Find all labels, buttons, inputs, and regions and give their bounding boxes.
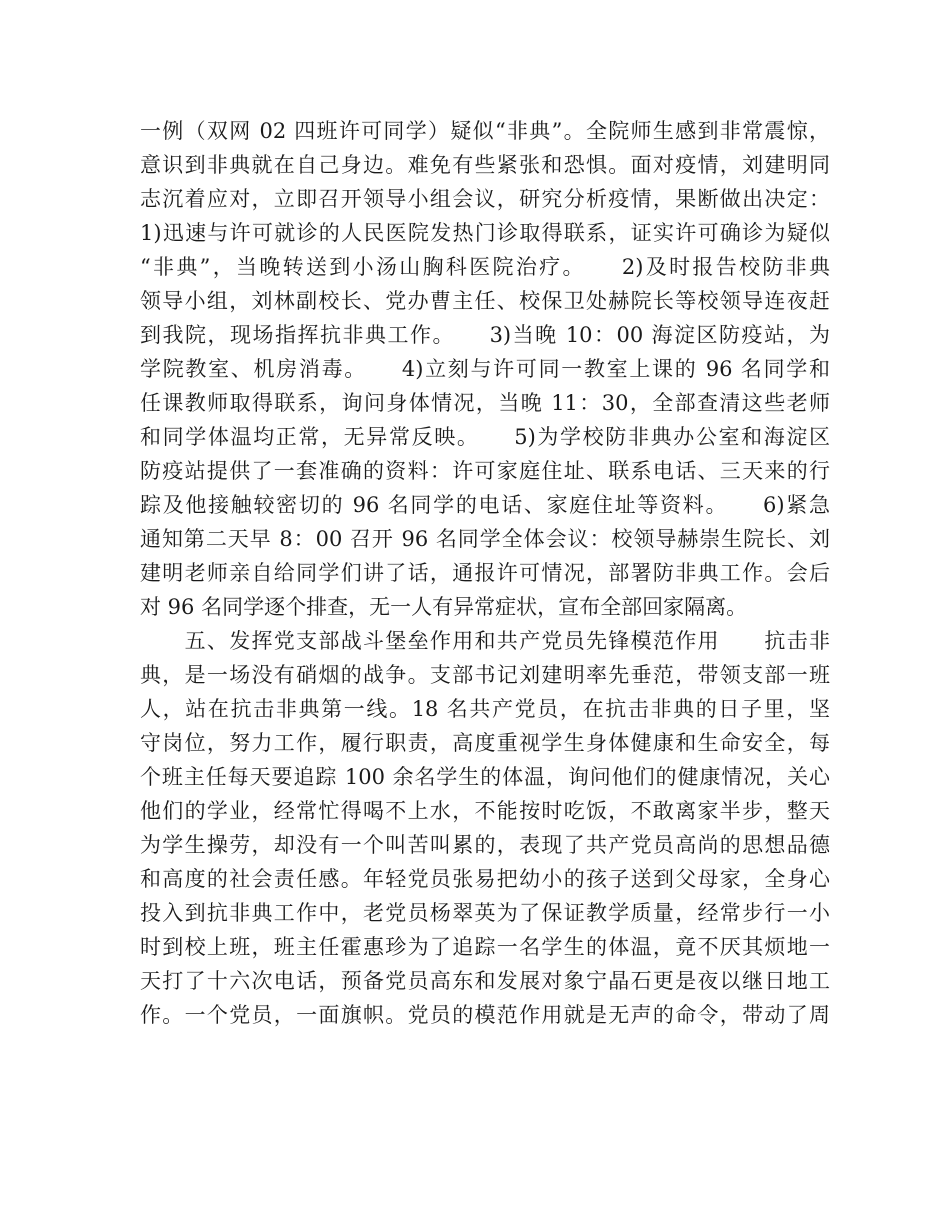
text-line: 个班主任每天要追踪 100 余名学生的体温，询问他们的健康情况，关心 bbox=[140, 765, 830, 789]
document-body-text bbox=[140, 114, 830, 1032]
text-line: 对 96 名同学逐个排查，无一人有异常症状，宣布全部回家隔离。 bbox=[140, 595, 748, 619]
text-line: 为学生操劳，却没有一个叫苦叫累的，表现了共产党员高尚的思想品德 bbox=[140, 833, 830, 857]
text-line: 一例（双网 02 四班许可同学）疑似“非典”。全院师生感到非常震惊， bbox=[140, 119, 830, 143]
text-line: 天打了十六次电话，预备党员高东和发展对象宁晶石更是夜以继日地工 bbox=[140, 969, 830, 993]
section-heading-line: 五、发挥党支部战斗堡垒作用和共产党员先锋模范作用 抗击非 bbox=[140, 629, 830, 653]
text-line: 领导小组，刘林副校长、党办曹主任、校保卫处赫院长等校领导连夜赶 bbox=[140, 289, 830, 313]
text-line: 典，是一场没有硝烟的战争。支部书记刘建明率先垂范，带领支部一班 bbox=[140, 663, 830, 687]
text-line: 任课教师取得联系，询问身体情况，当晚 11：30，全部查清这些老师 bbox=[140, 391, 830, 415]
text-line: 守岗位，努力工作，履行职责，高度重视学生身体健康和生命安全，每 bbox=[140, 731, 830, 755]
text-line: 人，站在抗击非典第一线。18 名共产党员，在抗击非典的日子里，坚 bbox=[140, 697, 830, 721]
text-line: 意识到非典就在自己身边。难免有些紧张和恐惧。面对疫情，刘建明同 bbox=[140, 153, 830, 177]
text-line: 时到校上班，班主任霍惠珍为了追踪一名学生的体温，竟不厌其烦地一 bbox=[140, 935, 830, 959]
text-line: “非典”，当晚转送到小汤山胸科医院治疗。 2)及时报告校防非典 bbox=[140, 255, 830, 279]
text-line: 投入到抗非典工作中，老党员杨翠英为了保证教学质量，经常步行一小 bbox=[140, 901, 830, 925]
text-line: 和高度的社会责任感。年轻党员张易把幼小的孩子送到父母家，全身心 bbox=[140, 867, 830, 891]
text-line: 学院教室、机房消毒。 4)立刻与许可同一教室上课的 96 名同学和 bbox=[140, 357, 830, 381]
text-line: 到我院，现场指挥抗非典工作。 3)当晚 10：00 海淀区防疫站，为 bbox=[140, 323, 830, 347]
text-line: 作。一个党员，一面旗帜。党员的模范作用就是无声的命令，带动了周 bbox=[140, 1003, 830, 1027]
text-line: 通知第二天早 8：00 召开 96 名同学全体会议：校领导赫崇生院长、刘 bbox=[140, 527, 830, 551]
text-line: 志沉着应对，立即召开领导小组会议，研究分析疫情，果断做出决定： bbox=[140, 187, 830, 211]
text-line: 他们的学业，经常忙得喝不上水，不能按时吃饭，不敢离家半步，整天 bbox=[140, 799, 830, 823]
text-line: 防疫站提供了一套准确的资料：许可家庭住址、联系电话、三天来的行 bbox=[140, 459, 830, 483]
text-line: 1)迅速与许可就诊的人民医院发热门诊取得联系，证实许可确诊为疑似 bbox=[140, 221, 830, 245]
text-line: 建明老师亲自给同学们讲了话，通报许可情况，部署防非典工作。会后 bbox=[140, 561, 830, 585]
text-line: 和同学体温均正常，无异常反映。 5)为学校防非典办公室和海淀区 bbox=[140, 425, 830, 449]
text-line: 踪及他接触较密切的 96 名同学的电话、家庭住址等资料。 6)紧急 bbox=[140, 493, 830, 517]
